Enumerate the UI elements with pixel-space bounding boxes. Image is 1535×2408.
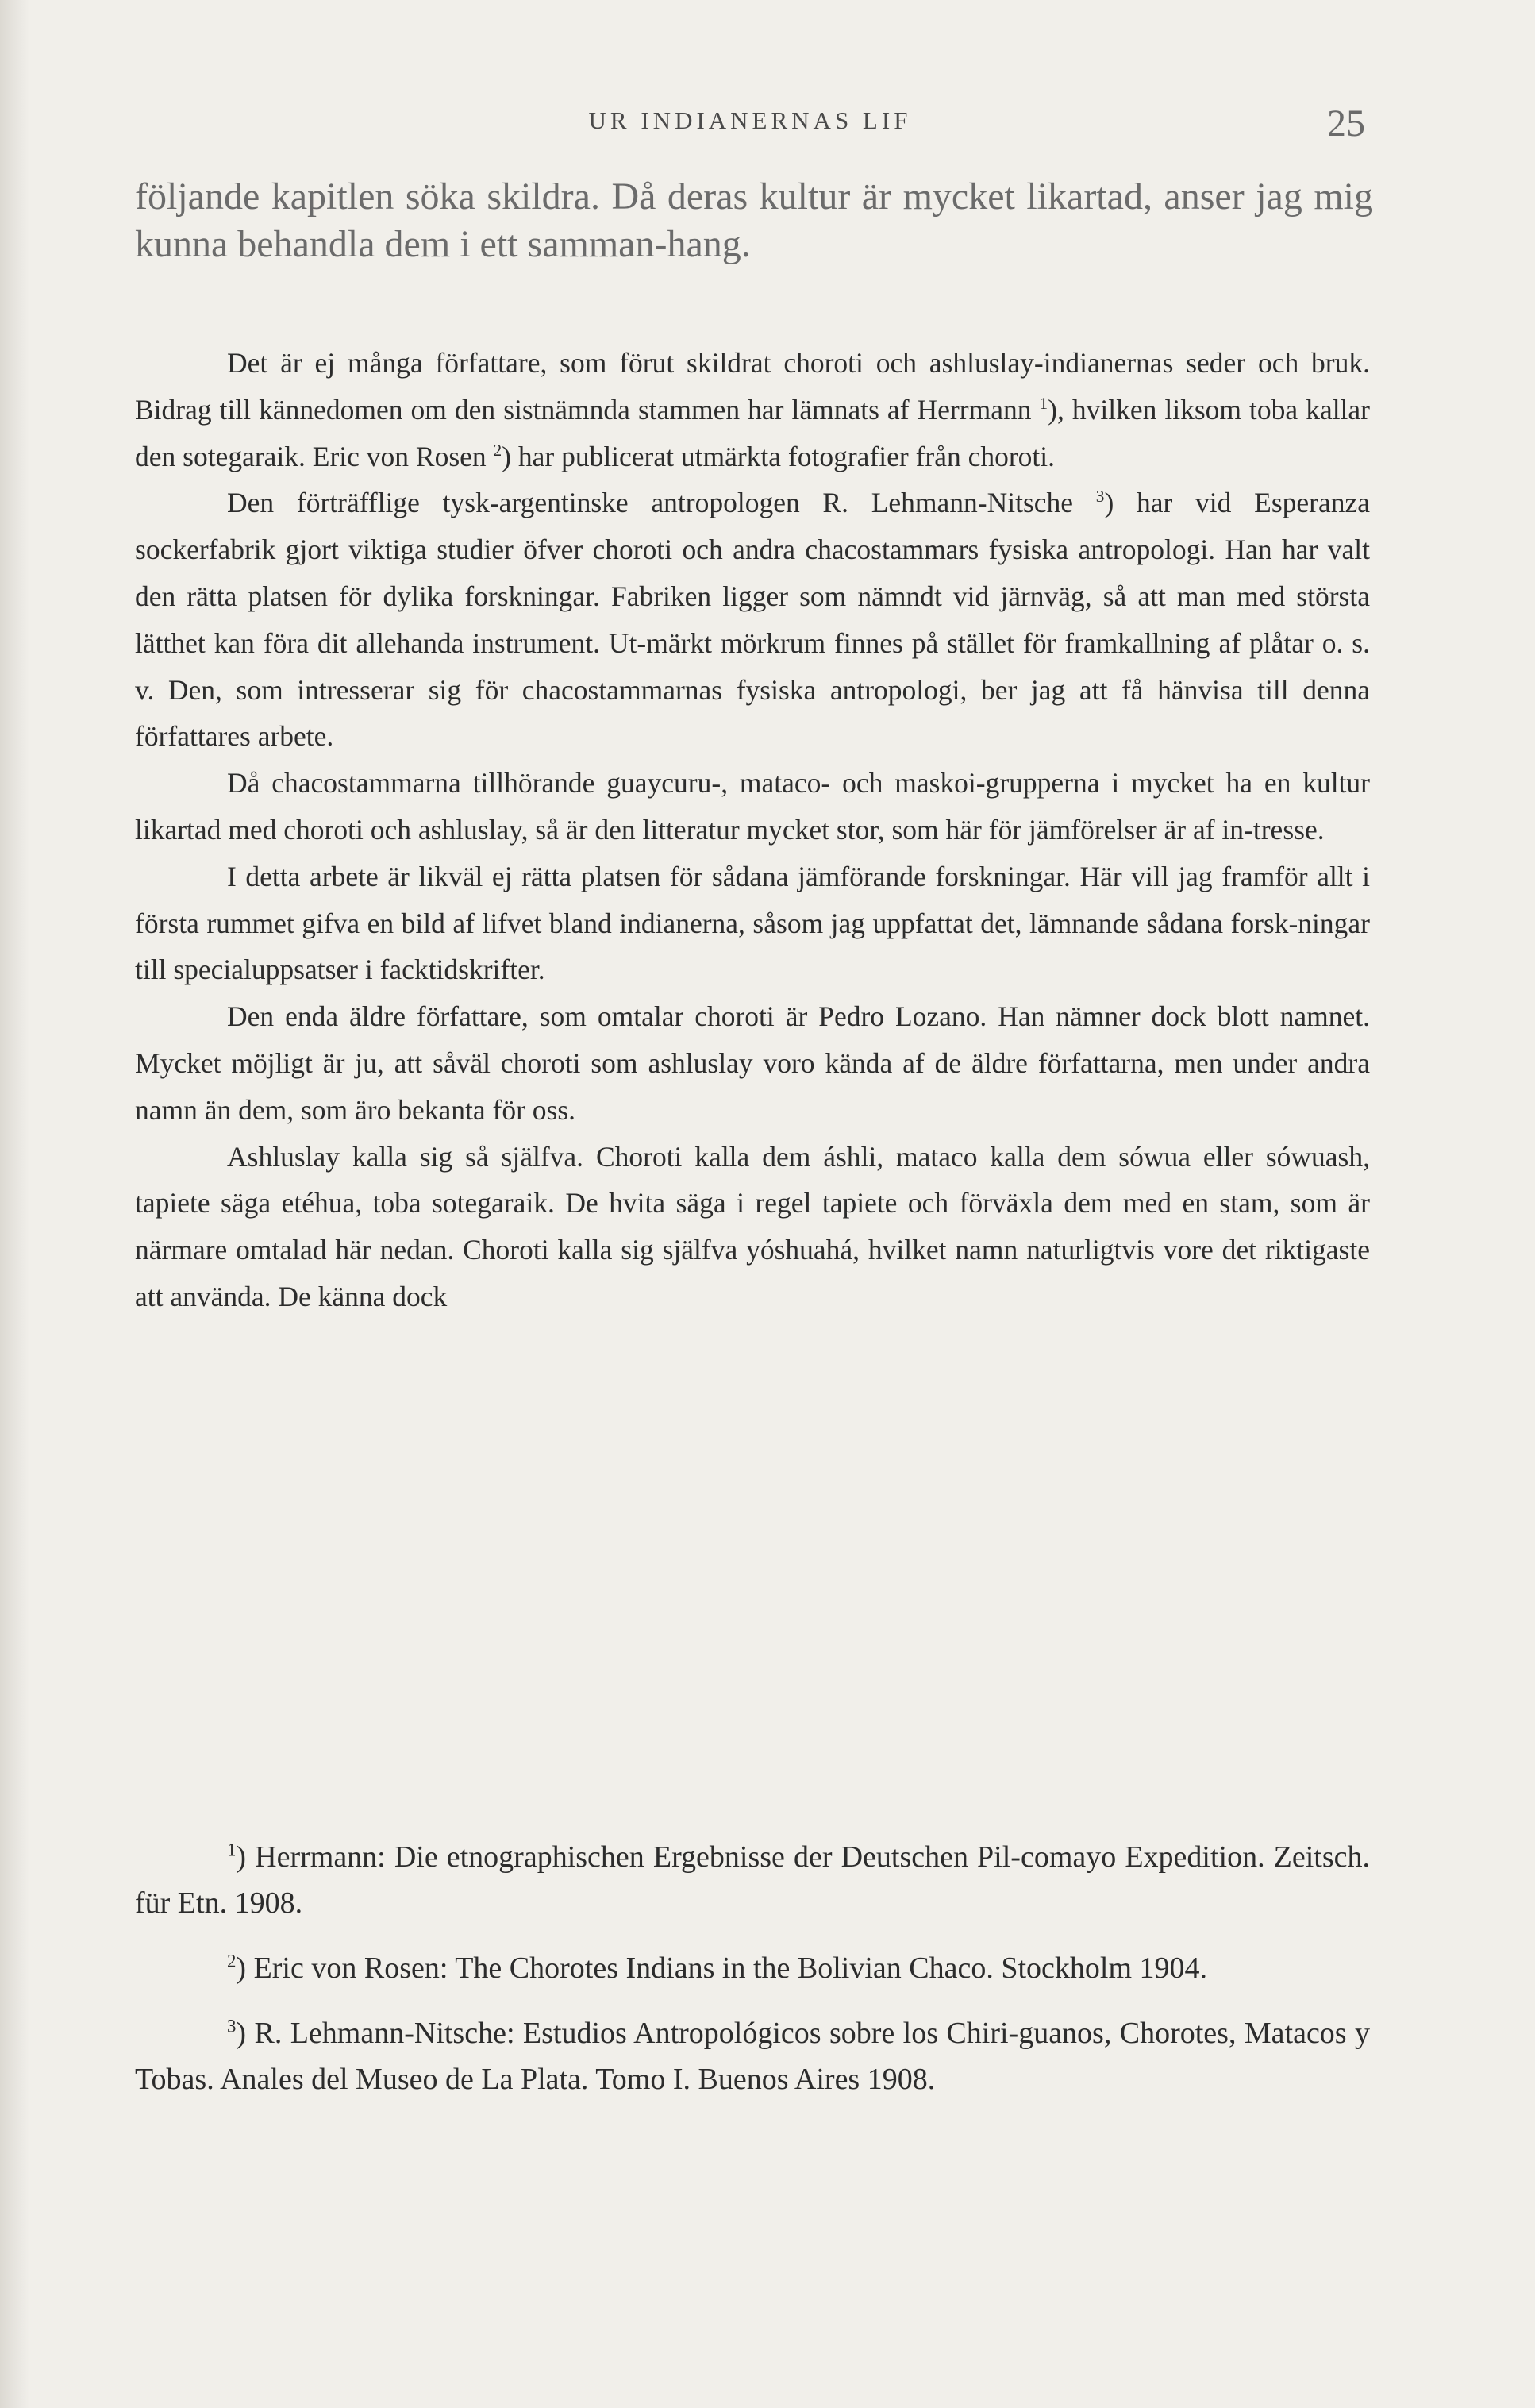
paragraph-text: ), hvilken liksom toba kallar den sotegaraik. Eric von Rosen <box>135 393 1371 472</box>
footnote-paren: ) <box>236 1951 247 1985</box>
footnote-paren: ) <box>236 2017 247 2050</box>
footnote-1 <box>135 1834 1370 1926</box>
footnote-3 <box>135 2010 1370 2102</box>
footnotes <box>135 1834 1370 2121</box>
paragraph-4: I detta arbete är likväl ej rätta platsen för sådana jämförande forskningar. Här vill jag framför allt i första rummet gifva en bild af lifvet bland indianerna, såsom jag uppfattat det, lämnande sådana forsk-ningar till specialuppsatser i facktidskrifter. <box>135 860 1370 986</box>
running-title: UR INDIANERNAS LIF <box>588 106 912 134</box>
paragraph-text: Den förträfflige tysk-argentinske antropologen R. Lehmann-Nitsche <box>227 487 1096 519</box>
page-number: 25 <box>1327 102 1365 144</box>
paragraph-text: Det är ej många författare, som förut skildrat choroti och ashluslay-indianernas seder och bruk. Bidrag till kännedomen om den sistnämnda stammen har lämnats af Herrmann <box>135 347 1370 426</box>
footnote-marker: 3 <box>227 2016 237 2036</box>
paragraph-6: Ashluslay kalla sig så själfva. Choroti kalla dem áshli, mataco kalla dem sówua eller sówuash, tapiete säga etéhua, toba sotegaraik. De hvita säga i regel tapiete och förväxla dem med en stam, som är närmare omtalad här nedan. Choroti kalla sig själfva yóshuahá, hvilket namn naturligtvis vore det riktigaste att använda. De känna dock <box>135 1140 1370 1312</box>
footnote-2 <box>135 1945 1370 1991</box>
footnote-text: R. Lehmann-Nitsche: Estudios Antropológicos sobre los Chiri-guanos, Chorotes, Matacos y Tobas. Anales del Museo de La Plata. Tomo I. Buenos Aires 1908. <box>135 2017 1371 2096</box>
paragraph-text: ) har publicerat utmärkta fotografier från choroti. <box>502 440 1056 472</box>
paragraph-3: Då chacostammarna tillhörande guaycuru-, mataco- och maskoi-grupperna i mycket ha en kultur likartad med choroti och ashluslay, så är den litteratur mycket stor, som här för jämförelser är af in-tresse. <box>135 767 1370 846</box>
footnote-text: Herrmann: Die etnographischen Ergebnisse der Deutschen Pil-comayo Expedition. Zeitsch. für Etn. 1908. <box>135 1840 1370 1920</box>
paragraph-5: Den enda äldre författare, som omtalar choroti är Pedro Lozano. Han nämner dock blott namnet. Mycket möjligt är ju, att såväl choroti som ashluslay voro kända af de äldre författarna, men under andra namn än dem, som äro bekanta för oss. <box>135 1000 1370 1126</box>
paragraph-text: ) har vid Esperanza sockerfabrik gjort viktiga studier öfver choroti och andra chacostammars fysiska antropologi. Han har valt den rätta platsen för dylika forskningar. Fabriken ligger som nämndt vid järnväg, så att man med största lätthet kan föra dit allehanda instrument. Ut-märkt mörkrum finnes på stället för framkallning af plåtar o. s. v. Den, som intresserar sig för chacostammarnas fysiska antropologi, ber jag att få hänvisa till denna författares arbete. <box>135 487 1370 753</box>
footnote-ref: 3 <box>1095 487 1105 507</box>
footnote-paren: ) <box>236 1840 247 1874</box>
footnote-marker: 1 <box>227 1840 237 1860</box>
lead-paragraph: följande kapitlen söka skildra. Då deras kultur är mycket likartad, anser jag mig kunna behandla dem i ett samman-hang. <box>135 175 1373 265</box>
footnote-ref: 1 <box>1039 393 1048 413</box>
footnote-text: Eric von Rosen: The Chorotes Indians in the Bolivian Chaco. Stockholm 1904. <box>253 1951 1207 1985</box>
paragraph-2 <box>135 480 1370 760</box>
footnote-ref: 2 <box>493 440 502 460</box>
paragraph-1 <box>135 340 1370 480</box>
running-head <box>135 102 1365 149</box>
footnote-marker: 2 <box>227 1951 237 1971</box>
body-text <box>135 340 1370 1320</box>
